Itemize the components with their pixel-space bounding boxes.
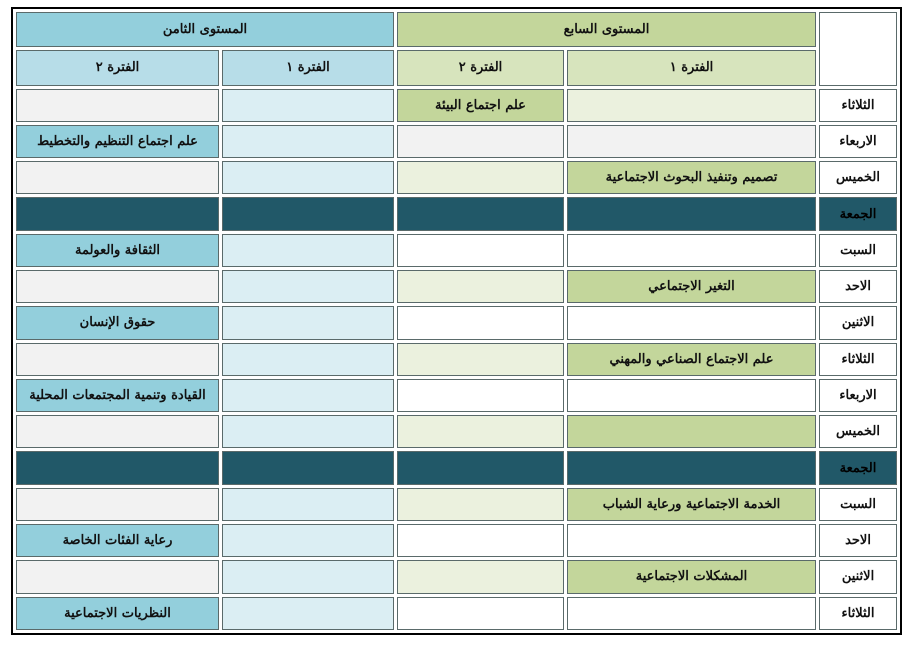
cell-l8-period2: علم اجتماع التنظيم والتخطيط: [16, 125, 219, 158]
cell-l8-period2: [16, 451, 219, 484]
day-label: الجمعة: [819, 451, 897, 484]
cell-l7-period2: [397, 524, 564, 557]
cell-l8-period1: [222, 234, 394, 267]
cell-l7-period1: [567, 197, 816, 230]
cell-l7-period2: [397, 488, 564, 521]
cell-l8-period2: [16, 560, 219, 593]
cell-l7-period1: المشكلات الاجتماعية: [567, 560, 816, 593]
cell-l8-period1: [222, 270, 394, 303]
cell-l8-period2: [16, 161, 219, 194]
cell-l8-period2: [16, 415, 219, 448]
schedule-row: [16, 379, 897, 412]
day-label: الثلاثاء: [819, 89, 897, 122]
schedule-row: [16, 306, 897, 339]
cell-l7-period1: [567, 379, 816, 412]
schedule-row: [16, 451, 897, 484]
cell-l8-period1: [222, 488, 394, 521]
cell-l7-period2: [397, 343, 564, 376]
cell-l8-period2: الثقافة والعولمة: [16, 234, 219, 267]
cell-l8-period1: [222, 343, 394, 376]
cell-l7-period2: [397, 234, 564, 267]
day-label: الثلاثاء: [819, 597, 897, 630]
cell-l8-period1: [222, 197, 394, 230]
cell-l7-period2: [397, 125, 564, 158]
cell-l8-period2: [16, 89, 219, 122]
cell-l8-period2: حقوق الإنسان: [16, 306, 219, 339]
schedule-row: [16, 89, 897, 122]
day-label: الاحد: [819, 524, 897, 557]
level7-period2-header: الفترة ٢: [397, 50, 564, 85]
cell-l7-period1: [567, 597, 816, 630]
schedule-row: [16, 488, 897, 521]
cell-l7-period2: [397, 270, 564, 303]
level8-period1-header: الفترة ١: [222, 50, 394, 85]
schedule-row: [16, 524, 897, 557]
day-label: الخميس: [819, 415, 897, 448]
cell-l8-period1: [222, 125, 394, 158]
cell-l7-period1: علم الاجتماع الصناعي والمهني: [567, 343, 816, 376]
cell-l7-period2: [397, 197, 564, 230]
cell-l7-period1: [567, 451, 816, 484]
day-label: الخميس: [819, 161, 897, 194]
cell-l8-period1: [222, 306, 394, 339]
level8-header: المستوى الثامن: [16, 12, 394, 47]
cell-l7-period1: الخدمة الاجتماعية ورعاية الشباب: [567, 488, 816, 521]
day-label: الاحد: [819, 270, 897, 303]
day-label: الاربعاء: [819, 125, 897, 158]
cell-l8-period1: [222, 560, 394, 593]
corner-cell: [819, 12, 897, 86]
cell-l8-period2: [16, 197, 219, 230]
cell-l7-period1: [567, 89, 816, 122]
cell-l8-period2: [16, 270, 219, 303]
day-label: السبت: [819, 234, 897, 267]
cell-l7-period2: [397, 415, 564, 448]
level8-period2-header: الفترة ٢: [16, 50, 219, 85]
cell-l7-period1: [567, 306, 816, 339]
level7-period1-header: الفترة ١: [567, 50, 816, 85]
day-label: السبت: [819, 488, 897, 521]
schedule-row: [16, 161, 897, 194]
day-label: الجمعة: [819, 197, 897, 230]
schedule-row: [16, 560, 897, 593]
day-label: الاربعاء: [819, 379, 897, 412]
schedule-row: [16, 597, 897, 630]
cell-l7-period2: [397, 161, 564, 194]
cell-l7-period2: [397, 560, 564, 593]
cell-l7-period2: [397, 379, 564, 412]
cell-l8-period2: [16, 488, 219, 521]
cell-l8-period2: القيادة وتنمية المجتمعات المحلية: [16, 379, 219, 412]
schedule-row: [16, 343, 897, 376]
schedule-row: [16, 197, 897, 230]
cell-l7-period2: [397, 597, 564, 630]
cell-l7-period1: [567, 524, 816, 557]
cell-l8-period2: رعاية الفئات الخاصة: [16, 524, 219, 557]
schedule-row: [16, 125, 897, 158]
schedule-row: [16, 415, 897, 448]
cell-l7-period2: [397, 451, 564, 484]
cell-l8-period1: [222, 597, 394, 630]
cell-l8-period1: [222, 379, 394, 412]
cell-l7-period1: [567, 234, 816, 267]
day-label: الاثنين: [819, 306, 897, 339]
cell-l7-period1: [567, 125, 816, 158]
cell-l8-period1: [222, 89, 394, 122]
schedule-row: [16, 270, 897, 303]
cell-l7-period2: علم اجتماع البيئة: [397, 89, 564, 122]
cell-l7-period1: التغير الاجتماعي: [567, 270, 816, 303]
day-label: الاثنين: [819, 560, 897, 593]
cell-l8-period1: [222, 524, 394, 557]
cell-l7-period1: تصميم وتنفيذ البحوث الاجتماعية: [567, 161, 816, 194]
cell-l7-period2: [397, 306, 564, 339]
cell-l8-period1: [222, 161, 394, 194]
schedule-table: [13, 9, 900, 633]
cell-l8-period2: النظريات الاجتماعية: [16, 597, 219, 630]
cell-l8-period1: [222, 415, 394, 448]
level7-header: المستوى السابع: [397, 12, 816, 47]
schedule-row: [16, 234, 897, 267]
cell-l8-period2: [16, 343, 219, 376]
cell-l7-period1: [567, 415, 816, 448]
day-label: الثلاثاء: [819, 343, 897, 376]
cell-l8-period1: [222, 451, 394, 484]
